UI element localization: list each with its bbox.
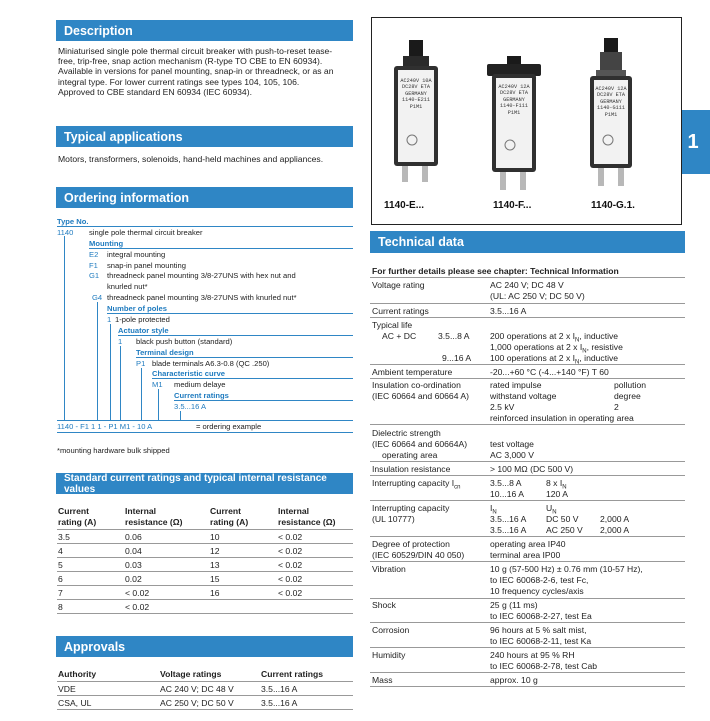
row-value: , inductive bbox=[579, 331, 619, 341]
row-value: terminal area IP00 bbox=[490, 550, 561, 560]
current-range: 3.5...16 A bbox=[174, 402, 207, 411]
actuator-code: 1 bbox=[118, 337, 123, 346]
row-value: to IEC 60068-2-6, test Fc, bbox=[490, 575, 589, 585]
breaker-illustration bbox=[372, 18, 681, 224]
row-value: 200 operations at 2 x I bbox=[490, 331, 576, 341]
description-line: Miniaturised single pole thermal circuit breaker with push-to-reset tease- bbox=[58, 46, 333, 56]
table-cell: 15 bbox=[210, 574, 220, 584]
col-header: rating (A) bbox=[210, 517, 249, 527]
caption-g: 1140-G.1. bbox=[591, 200, 635, 211]
row-label: Insulation resistance bbox=[372, 464, 451, 474]
row-label: Current ratings bbox=[372, 306, 429, 316]
actuator-desc: black push button (standard) bbox=[136, 337, 233, 346]
divider bbox=[57, 571, 353, 572]
row-value: operating area IP40 bbox=[490, 539, 566, 549]
table-cell: 10 bbox=[210, 532, 220, 542]
label-line: P1M1 bbox=[507, 109, 521, 116]
col-header: rating (A) bbox=[58, 517, 97, 527]
table-cell: < 0.02 bbox=[125, 588, 150, 598]
m1-code: M1 bbox=[152, 380, 163, 389]
divider bbox=[118, 335, 353, 336]
applications-title: Typical applications bbox=[64, 129, 183, 144]
divider bbox=[152, 378, 353, 379]
table-cell: 7 bbox=[58, 588, 63, 598]
description-line: Approved to CBE standard EN 60934 (IEC 60934). bbox=[58, 86, 252, 97]
divider bbox=[57, 695, 353, 696]
col-header: Voltage ratings bbox=[160, 669, 222, 679]
e2-code: E2 bbox=[89, 250, 99, 259]
connector-line bbox=[110, 324, 111, 420]
row-range: 9...16 A bbox=[442, 353, 472, 363]
row-label: Voltage rating bbox=[372, 280, 425, 290]
row-value: degree bbox=[614, 391, 641, 401]
e2-desc: integral mounting bbox=[107, 250, 166, 259]
current-label: Current ratings bbox=[174, 391, 229, 400]
divider bbox=[370, 561, 685, 562]
row-value: to IEC 60068-2-27, test Ea bbox=[490, 611, 592, 621]
ordering-title: Ordering information bbox=[64, 190, 189, 205]
type-no-label: Type No. bbox=[57, 217, 89, 226]
row-label: Corrosion bbox=[372, 625, 410, 635]
row-value: withstand voltage bbox=[490, 391, 557, 401]
col-header: Current bbox=[58, 506, 90, 516]
table-cell: AC 250 V; DC 50 V bbox=[160, 698, 234, 708]
description-line: Available in versions for panel mounting, snap-in or threadneck, or as an bbox=[58, 66, 334, 77]
col-header: resistance (Ω) bbox=[125, 517, 183, 527]
row-value: 96 hours at 5 % salt mist, bbox=[490, 625, 587, 635]
caption-e: 1140-E... bbox=[384, 200, 425, 211]
label-line: P1M1 bbox=[409, 103, 423, 110]
label-line: AC240V 10A bbox=[400, 78, 432, 84]
divider bbox=[57, 585, 353, 586]
row-range: 3.5...8 A bbox=[438, 331, 470, 341]
breaker-e-label bbox=[398, 78, 434, 110]
mounting-label: Mounting bbox=[89, 239, 124, 248]
row-value: 3.5...16 A bbox=[490, 525, 527, 535]
divider bbox=[57, 613, 353, 614]
table-cell: 3.5 bbox=[58, 532, 70, 542]
subscript: N bbox=[562, 484, 567, 491]
table-cell: 13 bbox=[210, 560, 220, 570]
divider bbox=[57, 543, 353, 544]
connector-line bbox=[158, 389, 159, 420]
row-value: DC 50 V bbox=[546, 514, 579, 524]
resistance-title: Standard current ratings and typical internal resistance values bbox=[64, 472, 327, 495]
row-value: pollution bbox=[614, 380, 647, 390]
divider bbox=[370, 500, 685, 501]
divider bbox=[57, 226, 353, 227]
divider bbox=[174, 400, 353, 401]
type-code: 1140 bbox=[57, 228, 74, 237]
table-cell: 16 bbox=[210, 588, 220, 598]
row-value: 3.5...8 A bbox=[490, 478, 522, 488]
row-value: 1,000 operations at 2 x I bbox=[490, 342, 583, 352]
row-value: approx. 10 g bbox=[490, 675, 538, 685]
divider bbox=[370, 686, 685, 687]
row-value: 2,000 A bbox=[600, 525, 630, 535]
row-value: 240 hours at 95 % RH bbox=[490, 650, 575, 660]
subscript: N bbox=[492, 509, 497, 516]
table-cell: 6 bbox=[58, 574, 63, 584]
subscript: N bbox=[552, 509, 557, 516]
row-label: (IEC 60664 and 60664A) bbox=[372, 439, 468, 449]
row-value: U bbox=[546, 503, 553, 513]
row-value: rated impulse bbox=[490, 380, 542, 390]
divider bbox=[57, 557, 353, 558]
f1-code: F1 bbox=[89, 261, 98, 270]
table-cell: 3.5...16 A bbox=[261, 684, 298, 694]
col-header: resistance (Ω) bbox=[278, 517, 336, 527]
row-value: AC 250 V bbox=[546, 525, 583, 535]
label-line: GERMANY bbox=[600, 98, 622, 105]
row-value: 120 A bbox=[546, 489, 568, 499]
poles-label: Number of poles bbox=[107, 304, 167, 313]
applications-header bbox=[56, 126, 353, 147]
divider bbox=[370, 536, 685, 537]
divider bbox=[57, 420, 353, 421]
row-label: Degree of protection bbox=[372, 539, 450, 549]
label-line: AC240V 12A bbox=[498, 84, 530, 90]
row-label: Typical life bbox=[372, 320, 413, 330]
table-cell: 12 bbox=[210, 546, 220, 556]
footnote: *mounting hardware bulk shipped bbox=[57, 446, 170, 455]
breaker-f-image bbox=[487, 56, 541, 190]
approvals-title: Approvals bbox=[64, 639, 126, 654]
g4-code: G4 bbox=[92, 293, 103, 302]
table-cell: 0.02 bbox=[125, 574, 142, 584]
row-label: (IEC 60664 and 60664 A) bbox=[372, 391, 469, 401]
divider bbox=[370, 622, 685, 623]
ordering-header bbox=[56, 187, 353, 208]
row-value: (UL: AC 250 V; DC 50 V) bbox=[490, 291, 585, 301]
table-cell: VDE bbox=[58, 684, 76, 694]
label-line: 1140-F111 bbox=[499, 103, 529, 110]
connector-line bbox=[97, 302, 98, 420]
row-label: Humidity bbox=[372, 650, 406, 660]
divider bbox=[370, 598, 685, 599]
approvals-header bbox=[56, 636, 353, 657]
f1-desc: snap-in panel mounting bbox=[107, 261, 186, 270]
description-line: integral type. For lower current ratings see types 104, 105, 106. bbox=[58, 76, 300, 87]
divider bbox=[57, 432, 353, 433]
example-label: = ordering example bbox=[196, 422, 262, 431]
row-value: -20...+60 °C (-4...+140 °F) T 60 bbox=[490, 367, 609, 377]
divider bbox=[370, 424, 685, 425]
table-cell: 8 bbox=[58, 602, 63, 612]
col-header: Current bbox=[210, 506, 242, 516]
row-label: (UL 10777) bbox=[372, 514, 415, 524]
terminal-label: Terminal design bbox=[136, 348, 194, 357]
row-value: 2,000 A bbox=[600, 514, 630, 524]
row-value: AC 3,000 V bbox=[490, 450, 534, 460]
label-line: DC28V ETA bbox=[401, 84, 431, 91]
divider bbox=[57, 709, 353, 710]
divider bbox=[370, 461, 685, 462]
row-value: AC 240 V; DC 48 V bbox=[490, 280, 564, 290]
row-value: I bbox=[490, 503, 493, 513]
label-line: AC240V 12A bbox=[595, 86, 627, 92]
table-cell: < 0.02 bbox=[125, 602, 150, 612]
divider bbox=[370, 378, 685, 379]
label-line: 1140-E211 bbox=[401, 97, 431, 104]
label-line: GERMANY bbox=[405, 90, 427, 97]
row-label: operating area bbox=[382, 450, 438, 460]
curve-label: Characteristic curve bbox=[152, 369, 226, 378]
divider bbox=[57, 529, 353, 530]
col-header: Internal bbox=[278, 506, 310, 516]
description-text bbox=[58, 46, 358, 97]
divider bbox=[57, 599, 353, 600]
row-label: Mass bbox=[372, 675, 393, 685]
row-value: test voltage bbox=[490, 439, 534, 449]
connector-line bbox=[120, 346, 121, 420]
g4-desc: threadneck panel mounting 3/8-27UNS with knurled nut* bbox=[107, 293, 297, 302]
row-label: Insulation co-ordination bbox=[372, 380, 461, 390]
poles-desc: 1-pole protected bbox=[115, 315, 170, 324]
table-cell: < 0.02 bbox=[278, 574, 303, 584]
row-value: 100 operations at 2 x I bbox=[490, 353, 576, 363]
description-header bbox=[56, 20, 353, 41]
table-cell: 0.06 bbox=[125, 532, 142, 542]
divider bbox=[370, 364, 685, 365]
row-value: 2.5 kV bbox=[490, 402, 515, 412]
breaker-f-label bbox=[496, 84, 532, 116]
table-cell: CSA, UL bbox=[58, 698, 92, 708]
further-text: For further details please see chapter: Technical Information bbox=[372, 266, 619, 276]
subscript: N bbox=[575, 359, 580, 366]
row-value: , resistive bbox=[586, 342, 623, 352]
row-value: 3.5...16 A bbox=[490, 514, 527, 524]
table-cell: 4 bbox=[58, 546, 63, 556]
example-code: 1140 - F1 1 1 - P1 M1 - 10 A bbox=[57, 422, 153, 431]
divider bbox=[57, 681, 353, 682]
row-value: 8 x I bbox=[546, 478, 563, 488]
description-title: Description bbox=[64, 23, 133, 38]
connector-line bbox=[180, 411, 181, 420]
divider bbox=[107, 313, 353, 314]
technical-title: Technical data bbox=[378, 235, 464, 249]
table-cell: < 0.02 bbox=[278, 560, 303, 570]
row-value: 10...16 A bbox=[490, 489, 524, 499]
poles-code: 1 bbox=[107, 315, 112, 324]
m1-desc: medium delaye bbox=[174, 380, 226, 389]
description-line: free, trip-free, snap action mechanism (R-type TO CBE to EN 60934). bbox=[58, 56, 323, 67]
row-value: to IEC 60068-2-11, test Ka bbox=[490, 636, 592, 646]
row-value: 25 g (11 ms) bbox=[490, 600, 538, 610]
product-photo bbox=[371, 17, 682, 225]
row-value: to IEC 60068-2-78, test Cab bbox=[490, 661, 598, 671]
row-label: Dielectric strength bbox=[372, 428, 441, 438]
resistance-header bbox=[56, 473, 353, 494]
divider bbox=[370, 303, 685, 304]
subscript: N bbox=[575, 337, 580, 344]
divider bbox=[89, 248, 353, 249]
table-cell: < 0.02 bbox=[278, 532, 303, 542]
table-cell: 0.04 bbox=[125, 546, 142, 556]
g1-desc: threadneck panel mounting 3/8-27UNS with hex nut and bbox=[107, 271, 296, 280]
col-header: Authority bbox=[58, 669, 97, 679]
caption-f: 1140-F... bbox=[493, 200, 532, 211]
row-value: reinforced insulation in operating area bbox=[490, 413, 634, 423]
col-header: Current ratings bbox=[261, 669, 324, 679]
table-cell: 5 bbox=[58, 560, 63, 570]
divider bbox=[370, 317, 685, 318]
label-line: DC28V ETA bbox=[596, 92, 626, 99]
type-desc: single pole thermal circuit breaker bbox=[89, 228, 203, 237]
p1-desc: blade terminals A6.3-0.8 (QC .250) bbox=[152, 359, 270, 368]
row-label: AC + DC bbox=[382, 331, 417, 341]
row-label: Interrupting capacity I bbox=[372, 478, 455, 488]
connector-line bbox=[64, 236, 65, 420]
row-value: 10 g (57-500 Hz) ± 0.76 mm (10-57 Hz), bbox=[490, 564, 643, 574]
row-label: Ambient temperature bbox=[372, 367, 453, 377]
g1-desc-cont: knurled nut* bbox=[107, 282, 148, 291]
label-line: DC28V ETA bbox=[499, 90, 529, 97]
row-value: 2 bbox=[614, 402, 619, 412]
breaker-g-label bbox=[594, 86, 628, 118]
p1-code: P1 bbox=[136, 359, 146, 368]
row-label: Interrupting capacity bbox=[372, 503, 450, 513]
row-label: (IEC 60529/DIN 40 050) bbox=[372, 550, 465, 560]
chapter-number: 1 bbox=[687, 130, 699, 153]
table-cell: 3.5...16 A bbox=[261, 698, 298, 708]
applications-text: Motors, transformers, solenoids, hand-held machines and appliances. bbox=[58, 154, 324, 164]
divider bbox=[370, 475, 685, 476]
technical-header bbox=[370, 231, 685, 253]
divider bbox=[136, 357, 353, 358]
breaker-e-image bbox=[394, 40, 438, 182]
table-cell: 0.03 bbox=[125, 560, 142, 570]
table-cell: < 0.02 bbox=[278, 546, 303, 556]
table-cell: AC 240 V; DC 48 V bbox=[160, 684, 234, 694]
row-value: 10 frequency cycles/axis bbox=[490, 586, 584, 596]
col-header: Internal bbox=[125, 506, 157, 516]
divider bbox=[370, 672, 685, 673]
label-line: 1140-G111 bbox=[596, 105, 626, 112]
label-line: GERMANY bbox=[503, 96, 525, 103]
g1-code: G1 bbox=[89, 271, 100, 280]
row-value: > 100 MΩ (DC 500 V) bbox=[490, 464, 574, 474]
table-cell: < 0.02 bbox=[278, 588, 303, 598]
row-label: Shock bbox=[372, 600, 396, 610]
label-line: P1M1 bbox=[604, 111, 618, 118]
row-value: 3.5...16 A bbox=[490, 306, 527, 316]
subscript: N bbox=[582, 348, 587, 355]
subscript: cn bbox=[454, 484, 461, 491]
row-value: , inductive bbox=[579, 353, 619, 363]
row-label: Vibration bbox=[372, 564, 406, 574]
divider bbox=[370, 647, 685, 648]
actuator-label: Actuator style bbox=[118, 326, 169, 335]
connector-line bbox=[141, 368, 142, 420]
divider bbox=[370, 277, 685, 278]
